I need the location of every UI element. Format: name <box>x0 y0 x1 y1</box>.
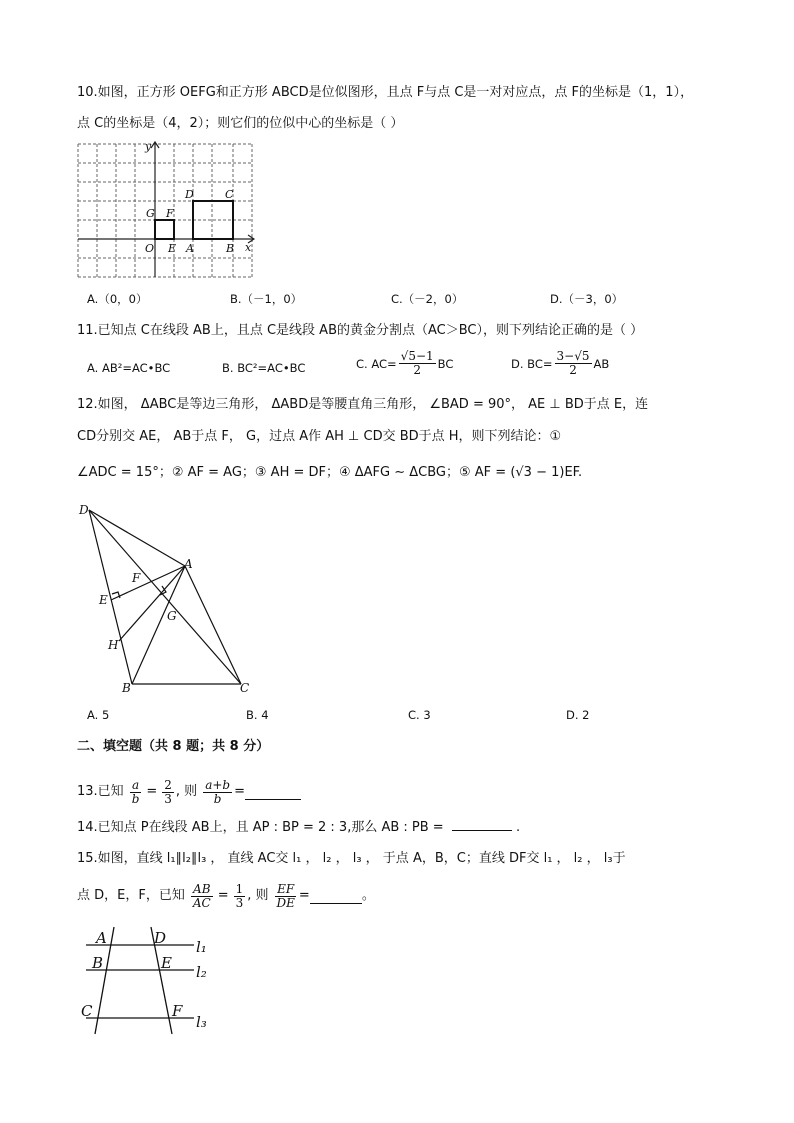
q10-label-d: D <box>185 188 194 201</box>
q15-fraction-ef-de <box>275 883 297 910</box>
q12-option-c: C. 3 <box>408 708 431 722</box>
q13-stem <box>77 774 301 810</box>
q10-option-c: C.（－2，0） <box>391 292 464 306</box>
q10-label-y: y <box>145 140 152 153</box>
q10-label-f: F <box>166 207 174 220</box>
q15-label-a: A <box>96 929 107 947</box>
q10-label-o: O <box>145 242 155 255</box>
q15-stem-line1: 15.如图，直线 l₁∥l₂∥l₃ ， 直线 AC交 l₁ ， l₂ ， l₃ ， 于点 A，B，C；直线 DF交 l₁ ， l₂ ， l₃于 <box>77 851 626 866</box>
q14-period: . <box>516 820 521 835</box>
q10-option-b: B.（－1，0） <box>230 292 303 306</box>
q15-fraction-1-3 <box>234 883 246 910</box>
q11-option-b: B. BC²=AC•BC <box>222 361 306 375</box>
q14-stem: 14.已知点 P在线段 AB上，且 AP : BP = 2 : 3,那么 AB : PB = <box>77 820 444 835</box>
q10-label-e: E <box>168 242 177 255</box>
q15-f1-numerator: AB <box>193 881 211 896</box>
q15-answer-blank[interactable] <box>310 889 362 904</box>
q12-label-b: B <box>122 681 131 695</box>
q12-option-d: D. 2 <box>566 708 590 722</box>
q13-f2-denominator: 3 <box>164 791 172 806</box>
q13-mid: , 则 <box>175 784 198 799</box>
q15-equals: = <box>217 888 229 903</box>
q15-line2-prefix: 点 D，E，F，已知 <box>77 888 185 903</box>
q10-option-d: D.（－3，0） <box>550 292 624 306</box>
q12-label-a: A <box>184 557 193 571</box>
q11-option-c-suffix: BC <box>437 356 454 371</box>
q15-label-f: F <box>172 1002 183 1020</box>
q10-stem-line1: 10.如图，正方形 OEFG和正方形 ABCD是位似图形，且点 F与点 C是一对对应点，点 F的坐标是（1，1）， <box>77 85 694 100</box>
section-heading-fill-in: 二、填空题（共 8 题；共 8 分） <box>77 739 270 754</box>
q13-prefix: 13.已知 <box>77 784 124 799</box>
q13-fraction-2-3 <box>162 779 174 806</box>
q12-label-h: H <box>108 638 119 652</box>
q10-grid-figure <box>76 140 256 282</box>
q10-stem-line2: 点 C的坐标是（4，2）；则它们的位似中心的坐标是（ ） <box>77 116 404 131</box>
q12-label-g: G <box>167 609 177 623</box>
q13-f1-denominator: b <box>131 791 140 806</box>
q15-label-c: C <box>81 1002 93 1020</box>
q13-f2-numerator: 2 <box>164 777 172 792</box>
q15-label-l1: l₁ <box>196 938 207 956</box>
q11-stem: 11.已知点 C在线段 AB上，且点 C是线段 AB的黄金分割点（AC＞BC），则下列结论正确的是（ ） <box>77 323 644 338</box>
q10-label-g: G <box>146 207 155 220</box>
q13-post: = <box>234 784 245 799</box>
q12-label-f: F <box>132 571 141 585</box>
q11-option-c <box>356 350 453 377</box>
q13-f3-denominator: b <box>213 791 222 806</box>
q11-option-c-numerator: √5−1 <box>400 349 434 363</box>
q14-stem-wrap <box>77 818 520 837</box>
q12-stem-line1: 12.如图， ΔABC是等边三角形， ΔABD是等腰直角三角形， ∠BAD = 90°， AE ⊥ BD于点 E，连 <box>77 397 649 412</box>
q13-f3-numerator: a+b <box>205 777 231 792</box>
q10-label-a: A <box>186 242 194 255</box>
q11-option-d <box>511 350 609 377</box>
q13-fraction-a-b <box>130 779 142 806</box>
q12-label-d: D <box>79 503 89 517</box>
q10-option-a: A.（0，0） <box>87 292 148 306</box>
q12-stem-line2: CD分别交 AE， AB于点 F， G，过点 A作 AH ⊥ CD交 BD于点 H，则下列结论：① <box>77 429 562 444</box>
q15-f1-denominator: AC <box>192 895 211 910</box>
q10-label-x: x <box>245 241 252 254</box>
q15-parallel-lines-figure <box>78 924 228 1036</box>
q15-label-e: E <box>161 954 172 972</box>
q11-option-d-suffix: AB <box>593 356 610 371</box>
q15-label-l3: l₃ <box>196 1013 207 1031</box>
q15-post: = <box>298 888 310 903</box>
q15-label-b: B <box>92 954 104 972</box>
q14-answer-blank[interactable] <box>452 818 512 831</box>
q15-stem-line2 <box>77 878 375 914</box>
q12-label-c: C <box>240 681 250 695</box>
q10-label-c: C <box>225 188 234 201</box>
q11-option-d-numerator: 3−√5 <box>556 349 590 363</box>
q12-label-e: E <box>99 593 108 607</box>
q15-label-l2: l₂ <box>196 963 207 981</box>
q13-equals: = <box>146 784 158 799</box>
q15-f3-numerator: EF <box>277 881 295 896</box>
q11-option-a: A. AB²=AC•BC <box>87 361 171 375</box>
q15-end: 。 <box>361 888 375 903</box>
q11-option-d-fraction <box>555 350 592 377</box>
q11-option-c-prefix: C. AC= <box>356 356 397 371</box>
q13-fraction-apb-b <box>203 779 232 806</box>
q11-option-d-prefix: D. BC= <box>511 356 553 371</box>
q15-fraction-ab-ac <box>191 883 213 910</box>
q12-option-a: A. 5 <box>87 708 110 722</box>
q12-stem-line3: ∠ADC = 15°；② AF = AG；③ AH = DF；④ ΔAFG ∼ ΔCBG；⑤ AF = (√3 − 1)EF. <box>77 465 583 480</box>
q12-option-b: B. 4 <box>246 708 269 722</box>
q13-f1-numerator: a <box>131 777 140 792</box>
q11-option-d-denominator: 2 <box>569 363 577 377</box>
q15-mid: , 则 <box>247 888 269 903</box>
q15-f2-numerator: 1 <box>235 881 244 896</box>
q11-option-c-fraction <box>399 350 436 377</box>
q10-label-b: B <box>226 242 235 255</box>
q15-f2-denominator: 3 <box>235 895 244 910</box>
q15-label-d: D <box>154 929 167 947</box>
q12-triangle-figure <box>75 498 265 698</box>
q15-f3-denominator: DE <box>276 895 295 910</box>
q13-answer-blank[interactable] <box>245 785 301 800</box>
q11-option-c-denominator: 2 <box>413 363 421 377</box>
